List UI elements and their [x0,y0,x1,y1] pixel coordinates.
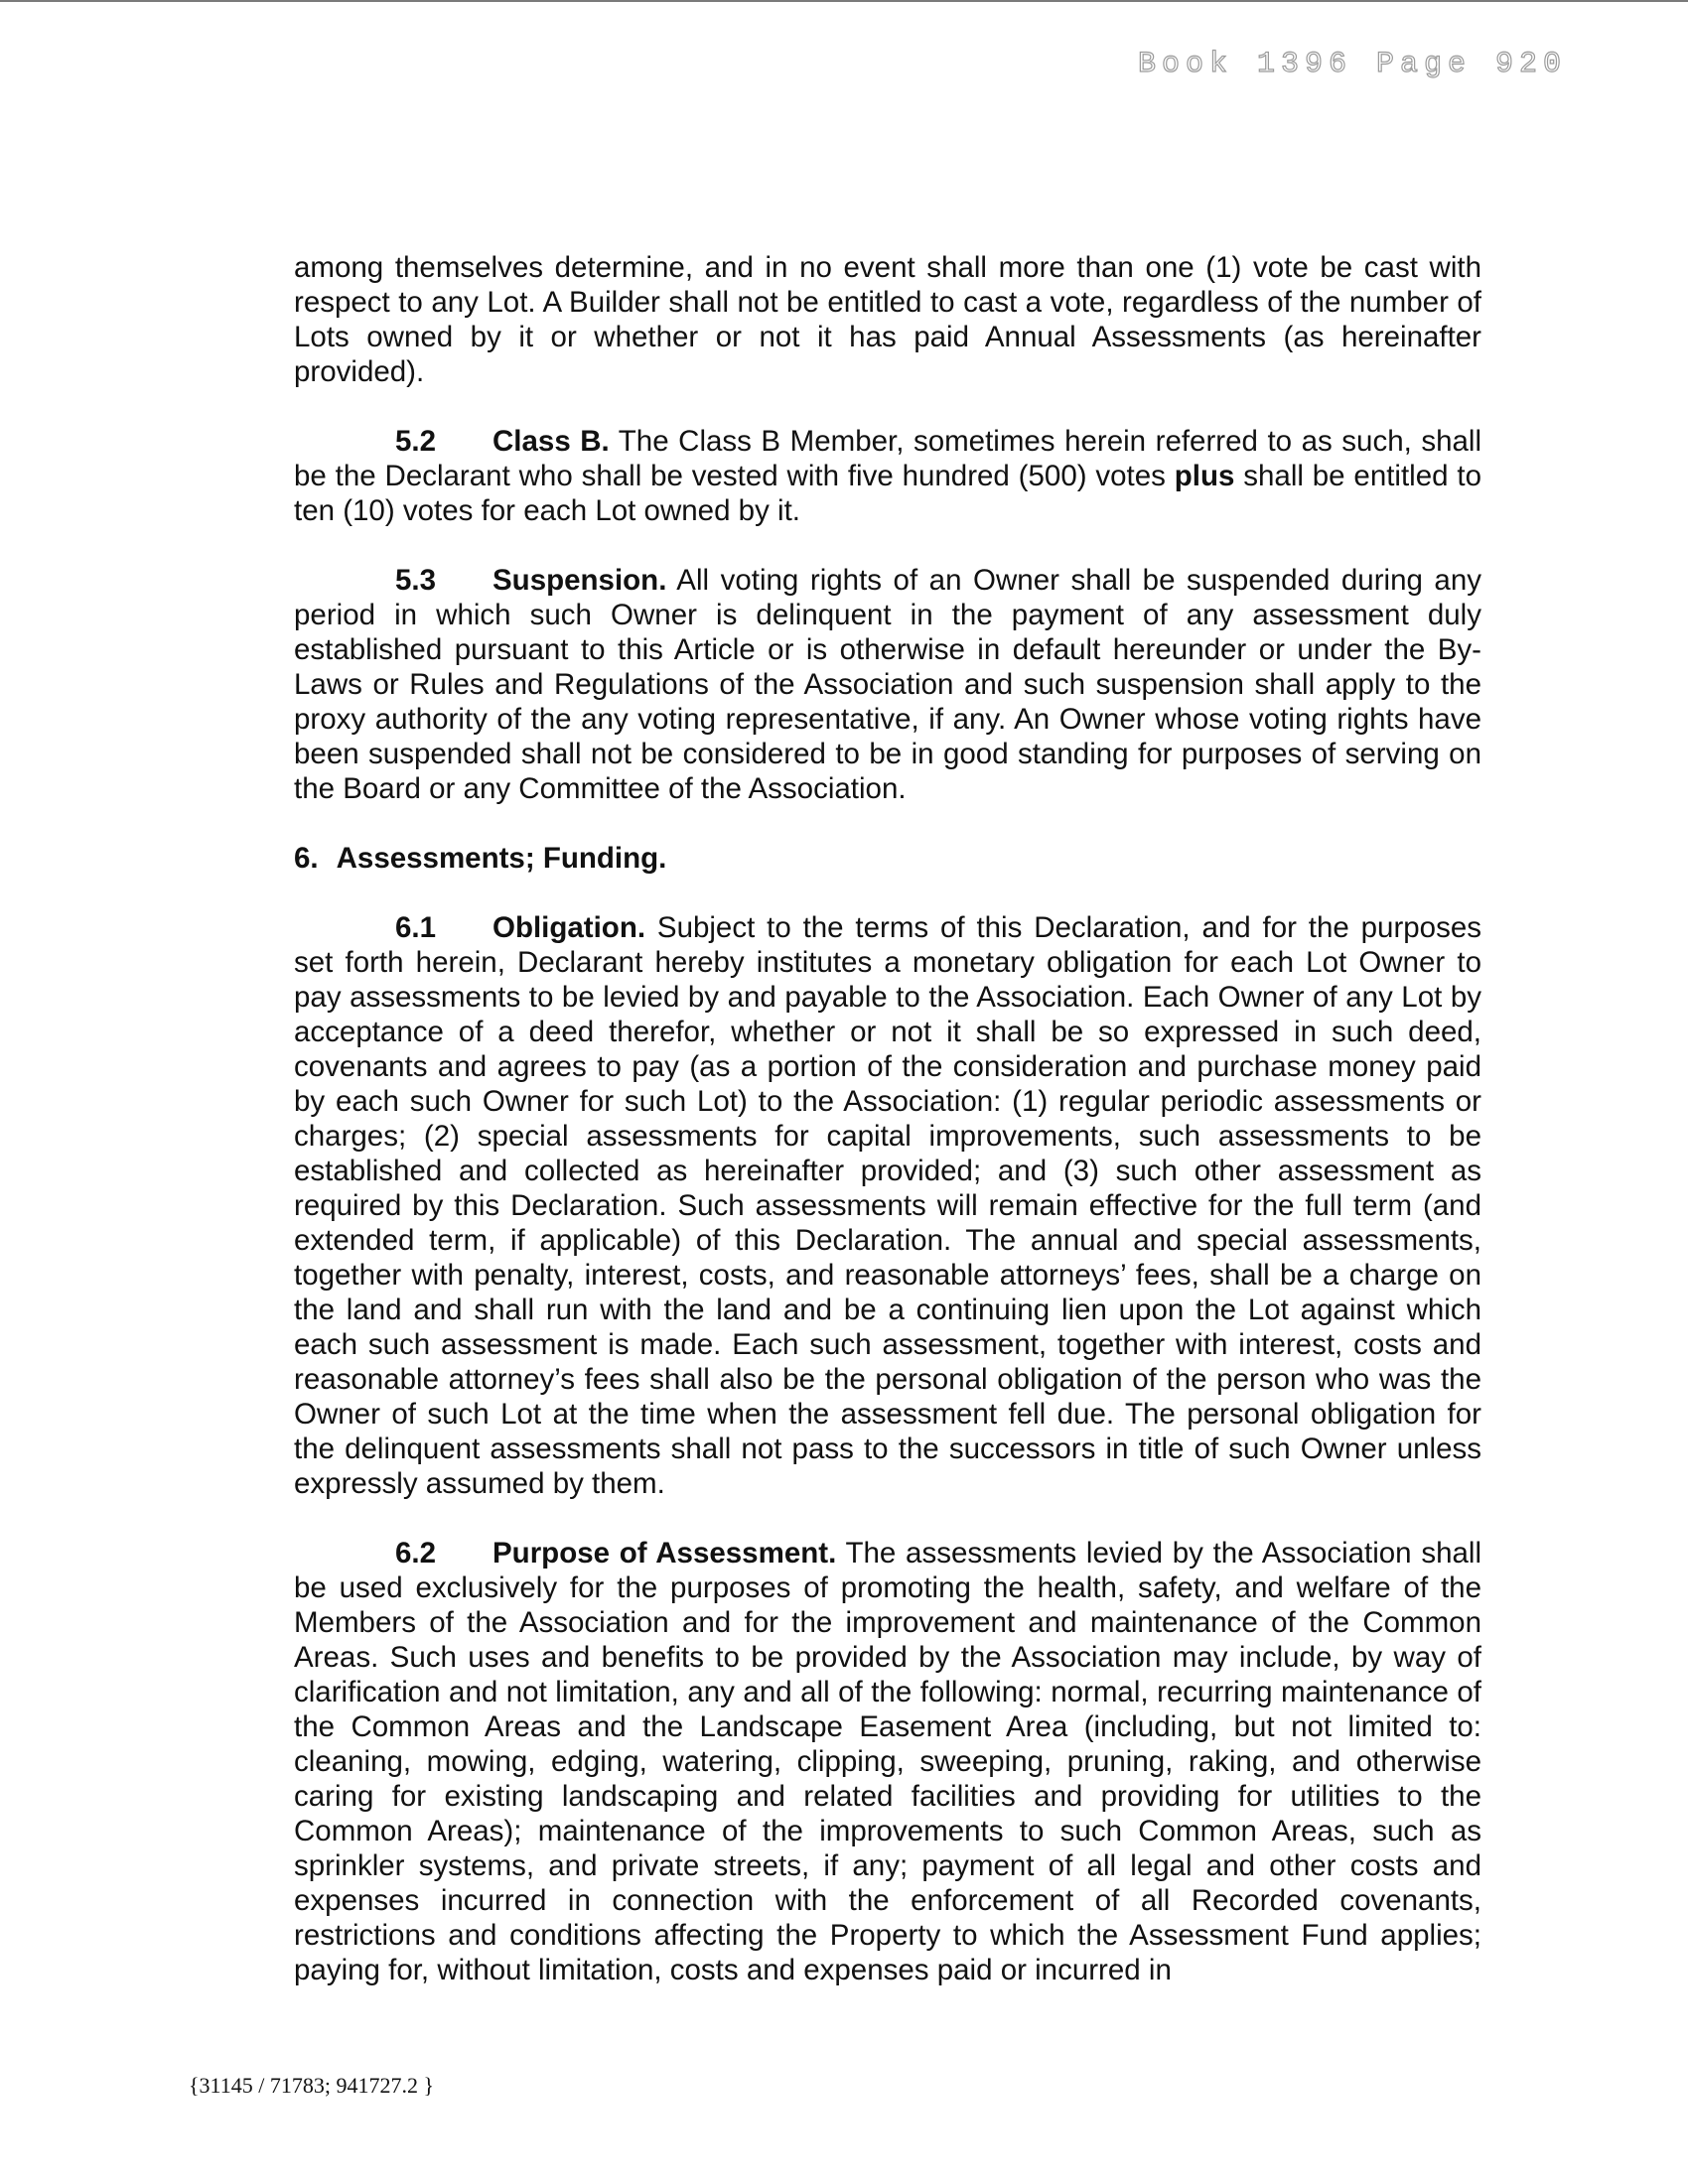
document-id-footer: {31145 / 71783; 941727.2 } [189,2073,435,2098]
section-heading: Purpose of Assessment. [492,1537,837,1570]
continuation-paragraph: among themselves determine, and in no event shall more than one (1) vote be cast with respect to any Lot. A Builder shall not be entitled to cast a vote, regardless of the number of Lots owned by it or whether or not it has paid Annual Assessments (as hereinafter provided). [294,251,1481,388]
section-number: 5.2 [395,425,437,458]
book-page-stamp: Book 1396 Page 920 [1137,48,1567,81]
emphasis-text: plus [1174,460,1235,492]
section-heading: Assessments; Funding. [336,842,667,875]
section-text: All voting rights of an Owner shall be suspended during any period in which such Owner is delinquent in the payment of any assessment duly established pursuant to this Article or is otherwise in default hereunder or under the By-Laws or Rules and Regulations of the Association and such suspension shall apply to the proxy authority of the any voting representative, if any. An Owner whose voting rights have been suspended shall not be considered to be in good standing for purposes of serving on the Board or any Committee of the Association. [294,564,1481,805]
section-number: 5.3 [395,564,437,597]
section-text: shall be entitled to ten (10) votes for each Lot owned by it. [294,460,1482,527]
section-text: Subject to the terms of this Declaration, and for the purposes set forth herein, Declarant hereby institutes a monetary obligation for each Lot Owner to pay assessments to be levied by and payable to the Association. Each Owner of any Lot by acceptance of a deed therefor, whether or not it shall be so expressed in such deed, covenants and agrees to pay (as a portion of the consideration and purchase money paid by each such Owner for such Lot) to the Association: (1) regular periodic assessments or charges; (2) special assessments for capital improvements, such assessments to be established and collected as hereinafter provided; and (3) such other assessment as required by this Declaration. Such assessments will remain effective for the full term (and extended term, if applicable) of this Declaration. The annual and special assessments, together with penalty, interest, costs, and reasonable attorneys’ fees, shall be a charge on the land and shall run with the land and be a continuing lien upon the Lot against which each such assessment is made. Each such assessment, together with interest, costs and reasonable attorney’s fees shall also be the personal obligation of the person who was the Owner of such Lot at the time when the assessment fell due. The personal obligation for the delinquent assessments shall not pass to the successors in title of such Owner unless expressly assumed by them. [294,911,1481,1500]
section-heading: Class B. [492,425,610,458]
section-text: The Class B Member, sometimes herein referred to as such, shall be the Declarant who shall be vested with five hundred (500) votes [294,425,1481,492]
section-6-1-paragraph [294,910,1481,1501]
section-5-2-paragraph [294,424,1481,528]
section-heading: Obligation. [492,911,646,944]
document-body [294,250,1481,1987]
section-5-3-paragraph [294,563,1481,806]
section-heading: Suspension. [492,564,667,597]
section-number: 6.1 [395,911,437,944]
section-number: 6. [294,842,319,875]
top-border-line [0,0,1688,2]
section-6-heading [294,841,1481,876]
section-number: 6.2 [395,1537,437,1570]
section-6-2-paragraph [294,1536,1481,1987]
section-text: The assessments levied by the Association shall be used exclusively for the purposes of promoting the health, safety, and welfare of the Members of the Association and for the improvement and maintenance of the Common Areas. Such uses and benefits to be provided by the Association may include, by way of clarification and not limitation, any and all of the following: normal, recurring maintenance of the Common Areas and the Landscape Easement Area (including, but not limited to: cleaning, mowing, edging, watering, clipping, sweeping, pruning, raking, and otherwise caring for existing landscaping and related facilities and providing for utilities to the Common Areas); maintenance of the improvements to such Common Areas, such as sprinkler systems, and private streets, if any; payment of all legal and other costs and expenses incurred in connection with the enforcement of all Recorded covenants, restrictions and conditions affecting the Property to which the Assessment Fund applies; paying for, without limitation, costs and expenses paid or incurred in [294,1537,1481,1986]
